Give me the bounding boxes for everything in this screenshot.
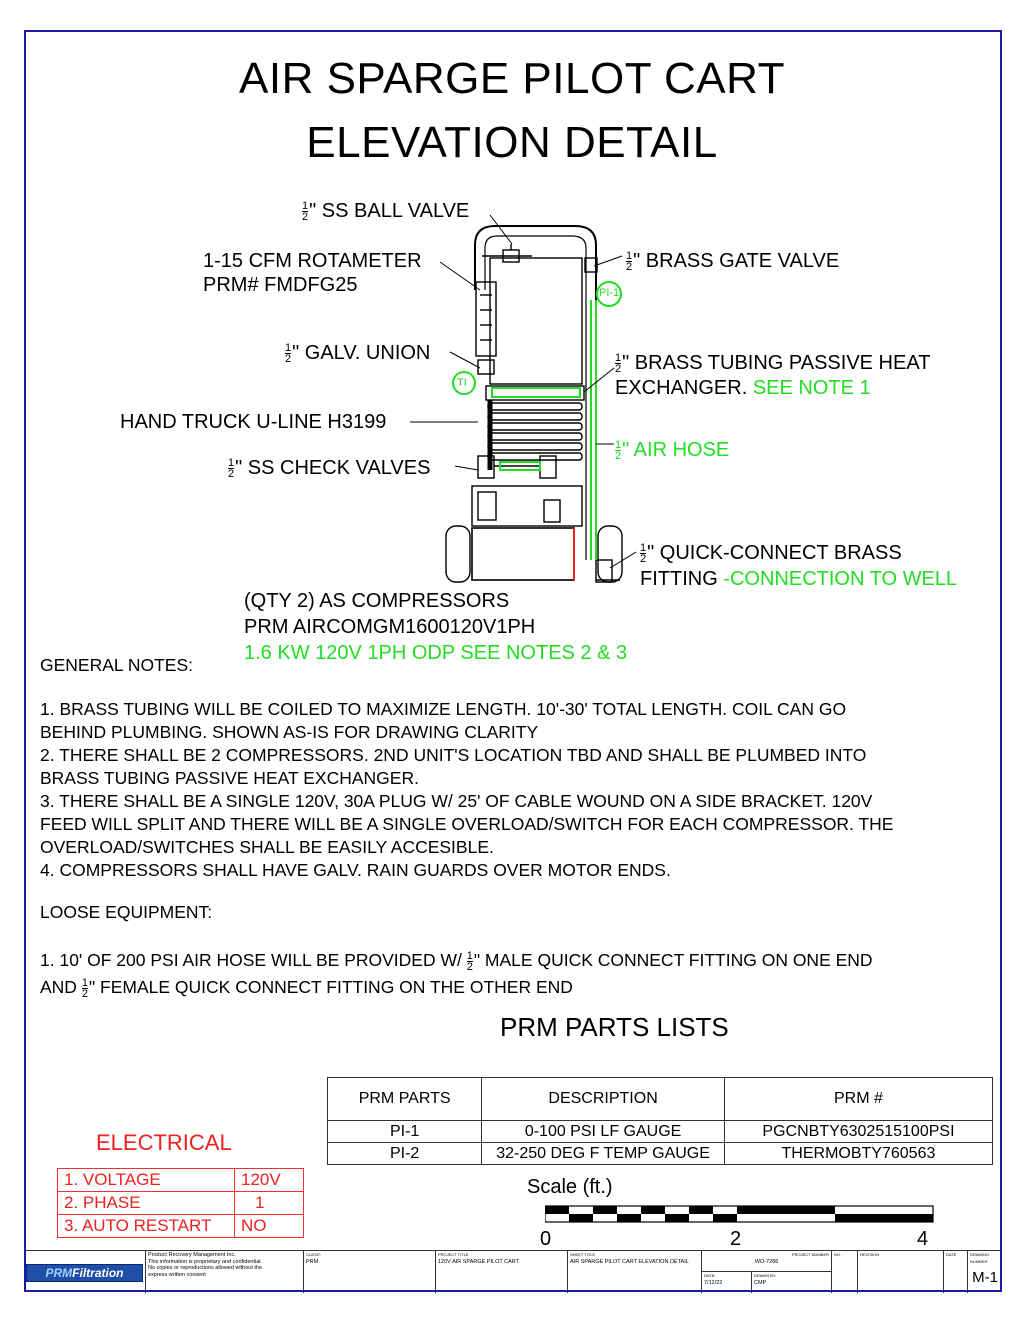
fraction-half: $\frac{1}{2}$ (228, 457, 235, 481)
fraction-half: $\frac{1}{2}$ (302, 200, 309, 224)
general-notes-line: 4. COMPRESSORS SHALL HAVE GALV. RAIN GUARDS OVER MOTOR ENDS. (40, 860, 671, 880)
wheel-left (446, 526, 470, 582)
general-notes-line: 1. BRASS TUBING WILL BE COILED TO MAXIMIZE LENGTH. 10'-30' TOTAL LENGTH. COIL CAN GO (40, 699, 847, 719)
drawing-title-line2: ELEVATION DETAIL (306, 118, 718, 167)
table-row (328, 1143, 993, 1165)
title-block (24, 1250, 1002, 1293)
title-block-rev-date: DATE (944, 1251, 968, 1293)
callout-brass-tubing-2: EXCHANGER. SEE NOTE 1 (615, 377, 871, 399)
fraction-half: $\frac{1}{2}$ (640, 542, 647, 566)
title-block-sheet-title: SHEET TITLE AIR SPARGE PILOT CART ELEVATION DETAIL (568, 1251, 702, 1293)
table-row (58, 1169, 304, 1192)
table-cell: PI-1 (328, 1121, 482, 1143)
table-cell: 120V (235, 1169, 304, 1192)
general-notes-heading: GENERAL NOTES: (40, 655, 193, 675)
fraction-half: $\frac{1}{2}$ (466, 949, 473, 973)
scale-bar (545, 1204, 935, 1226)
parts-header-prm-parts: PRM PARTS (328, 1078, 482, 1121)
scale-tick-2: 2 (730, 1228, 742, 1250)
compressor-base (472, 528, 574, 580)
callout-hand-truck: HAND TRUCK U-LINE H3199 (120, 411, 387, 433)
drawing-title-line1: AIR SPARGE PILOT CART (239, 54, 785, 103)
callout-check-valves: $\frac{1}{2}$ " SS CHECK VALVES (228, 457, 431, 481)
callout-rotameter-part: PRM# FMDFG25 (203, 274, 358, 296)
callout-quick-connect: $\frac{1}{2}$ " QUICK-CONNECT BRASS (640, 542, 902, 566)
callout-ball-valve: $\frac{1}{2}$ " SS BALL VALVE (302, 200, 470, 224)
general-notes-line: 3. THERE SHALL BE A SINGLE 120V, 30A PLUG W/ 25' OF CABLE WOUND ON A SIDE BRACKET. 120V (40, 791, 873, 811)
title-block-project: PROJECT TITLE 120V AIR SPARGE PILOT CART (436, 1251, 568, 1293)
callout-compressors: (QTY 2) AS COMPRESSORS (244, 590, 510, 612)
callout-rotameter: 1-15 CFM ROTAMETER (203, 250, 422, 272)
electrical-table (57, 1168, 304, 1238)
callout-air-hose: $\frac{1}{2}$ " AIR HOSE (615, 439, 730, 463)
wheel-right (598, 526, 622, 582)
scale-tick-0: 0 (540, 1228, 552, 1250)
callout-compressors-note: 1.6 KW 120V 1PH ODP SEE NOTES 2 & 3 (244, 642, 628, 664)
parts-list-title: PRM PARTS LISTS (500, 1012, 729, 1042)
table-cell: 1 (235, 1192, 304, 1215)
hand-truck-handle (475, 226, 596, 560)
fraction-half: $\frac{1}{2}$ (81, 976, 88, 1000)
loose-equipment-heading: LOOSE EQUIPMENT: (40, 902, 213, 922)
fraction-half: $\frac{1}{2}$ (626, 250, 633, 274)
callout-brass-tubing: $\frac{1}{2}$ " BRASS TUBING PASSIVE HEAT (615, 352, 931, 376)
callout-quick-connect-2: FITTING -CONNECTION TO WELL (640, 568, 958, 590)
scale-label: Scale (ft.) (527, 1176, 613, 1198)
table-cell: NO (235, 1215, 304, 1238)
table-row (58, 1192, 304, 1215)
fraction-half: $\frac{1}{2}$ (285, 342, 292, 366)
table-cell: PI-2 (328, 1143, 482, 1165)
fraction-half: $\frac{1}{2}$ (615, 352, 622, 376)
callout-galv-union: $\frac{1}{2}$ " GALV. UNION (285, 342, 431, 366)
general-notes-line: 2. THERE SHALL BE 2 COMPRESSORS. 2ND UNIT'S LOCATION TBD AND SHALL BE PLUMBED INTO (40, 745, 867, 765)
general-notes-line: FEED WILL SPLIT AND THERE WILL BE A SINGLE OVERLOAD/SWITCH FOR EACH COMPRESSOR. THE (40, 814, 894, 834)
table-cell: 2. PHASE (58, 1192, 235, 1215)
loose-equipment-line2: AND $\frac{1}{2}$ " FEMALE QUICK CONNECT FITTING ON THE OTHER END (40, 976, 573, 1000)
scale-tick-4: 4 (917, 1228, 929, 1250)
table-cell: 3. AUTO RESTART (58, 1215, 235, 1238)
general-notes-line: BEHIND PLUMBING. SHOWN AS-IS FOR DRAWING CLARITY (40, 722, 539, 742)
parts-header-prm-number: PRM # (724, 1078, 992, 1121)
title-block-company: Product Recovery Management Inc. This information is proprietary and confidential. No copies or reproductions allowed without the express written consent (146, 1251, 304, 1293)
title-block-logo (24, 1251, 146, 1293)
rotameter (476, 282, 496, 356)
loose-equipment-line1: 1. 10' OF 200 PSI AIR HOSE WILL BE PROVIDED W/ $\frac{1}{2}$ " MALE QUICK CONNECT FITTING ON ONE END (40, 949, 873, 973)
table-cell: 32-250 DEG F TEMP GAUGE (482, 1143, 725, 1165)
fraction-half: $\frac{1}{2}$ (615, 439, 622, 463)
callout-compressors-part: PRM AIRCOMGM1600120V1PH (244, 616, 536, 638)
table-cell: 1. VOLTAGE (58, 1169, 235, 1192)
electrical-title: ELECTRICAL (96, 1130, 232, 1155)
upper-panel (490, 258, 582, 384)
table-cell: THERMOBTY760563 (724, 1143, 992, 1165)
ti-tag: TI (457, 377, 467, 389)
pi-1-tag: PI-1 (599, 287, 620, 299)
title-block-drawing-number: DRAWING NUMBER M-1 (970, 1252, 998, 1286)
brass-coils (488, 403, 582, 460)
table-cell: 0-100 PSI LF GAUGE (482, 1121, 725, 1143)
table-row (58, 1215, 304, 1238)
parts-list-header-row (328, 1078, 993, 1121)
prm-filtration-logo: PRMFiltration (26, 1264, 143, 1282)
general-notes-line: BRASS TUBING PASSIVE HEAT EXCHANGER. (40, 768, 419, 788)
table-row (328, 1121, 993, 1143)
table-cell: PGCNBTY6302515100PSI (724, 1121, 992, 1143)
galv-union (478, 360, 494, 374)
title-block-client: CLIENT: PRM (304, 1251, 436, 1293)
parts-list-table (327, 1077, 993, 1165)
title-block-project-number: PROJECT NUMBER WO-7286 DATE: 7/12/22 DRAWN BY: CMP (702, 1251, 832, 1293)
title-block-rev-no: NO. (832, 1251, 858, 1293)
parts-header-description: DESCRIPTION (482, 1078, 725, 1121)
general-notes-line: OVERLOAD/SWITCHES SHALL BE EASILY ACCESIBLE. (40, 837, 494, 857)
callout-gate-valve: $\frac{1}{2}$ " BRASS GATE VALVE (626, 250, 840, 274)
title-block-revision: REVISION (858, 1251, 944, 1293)
